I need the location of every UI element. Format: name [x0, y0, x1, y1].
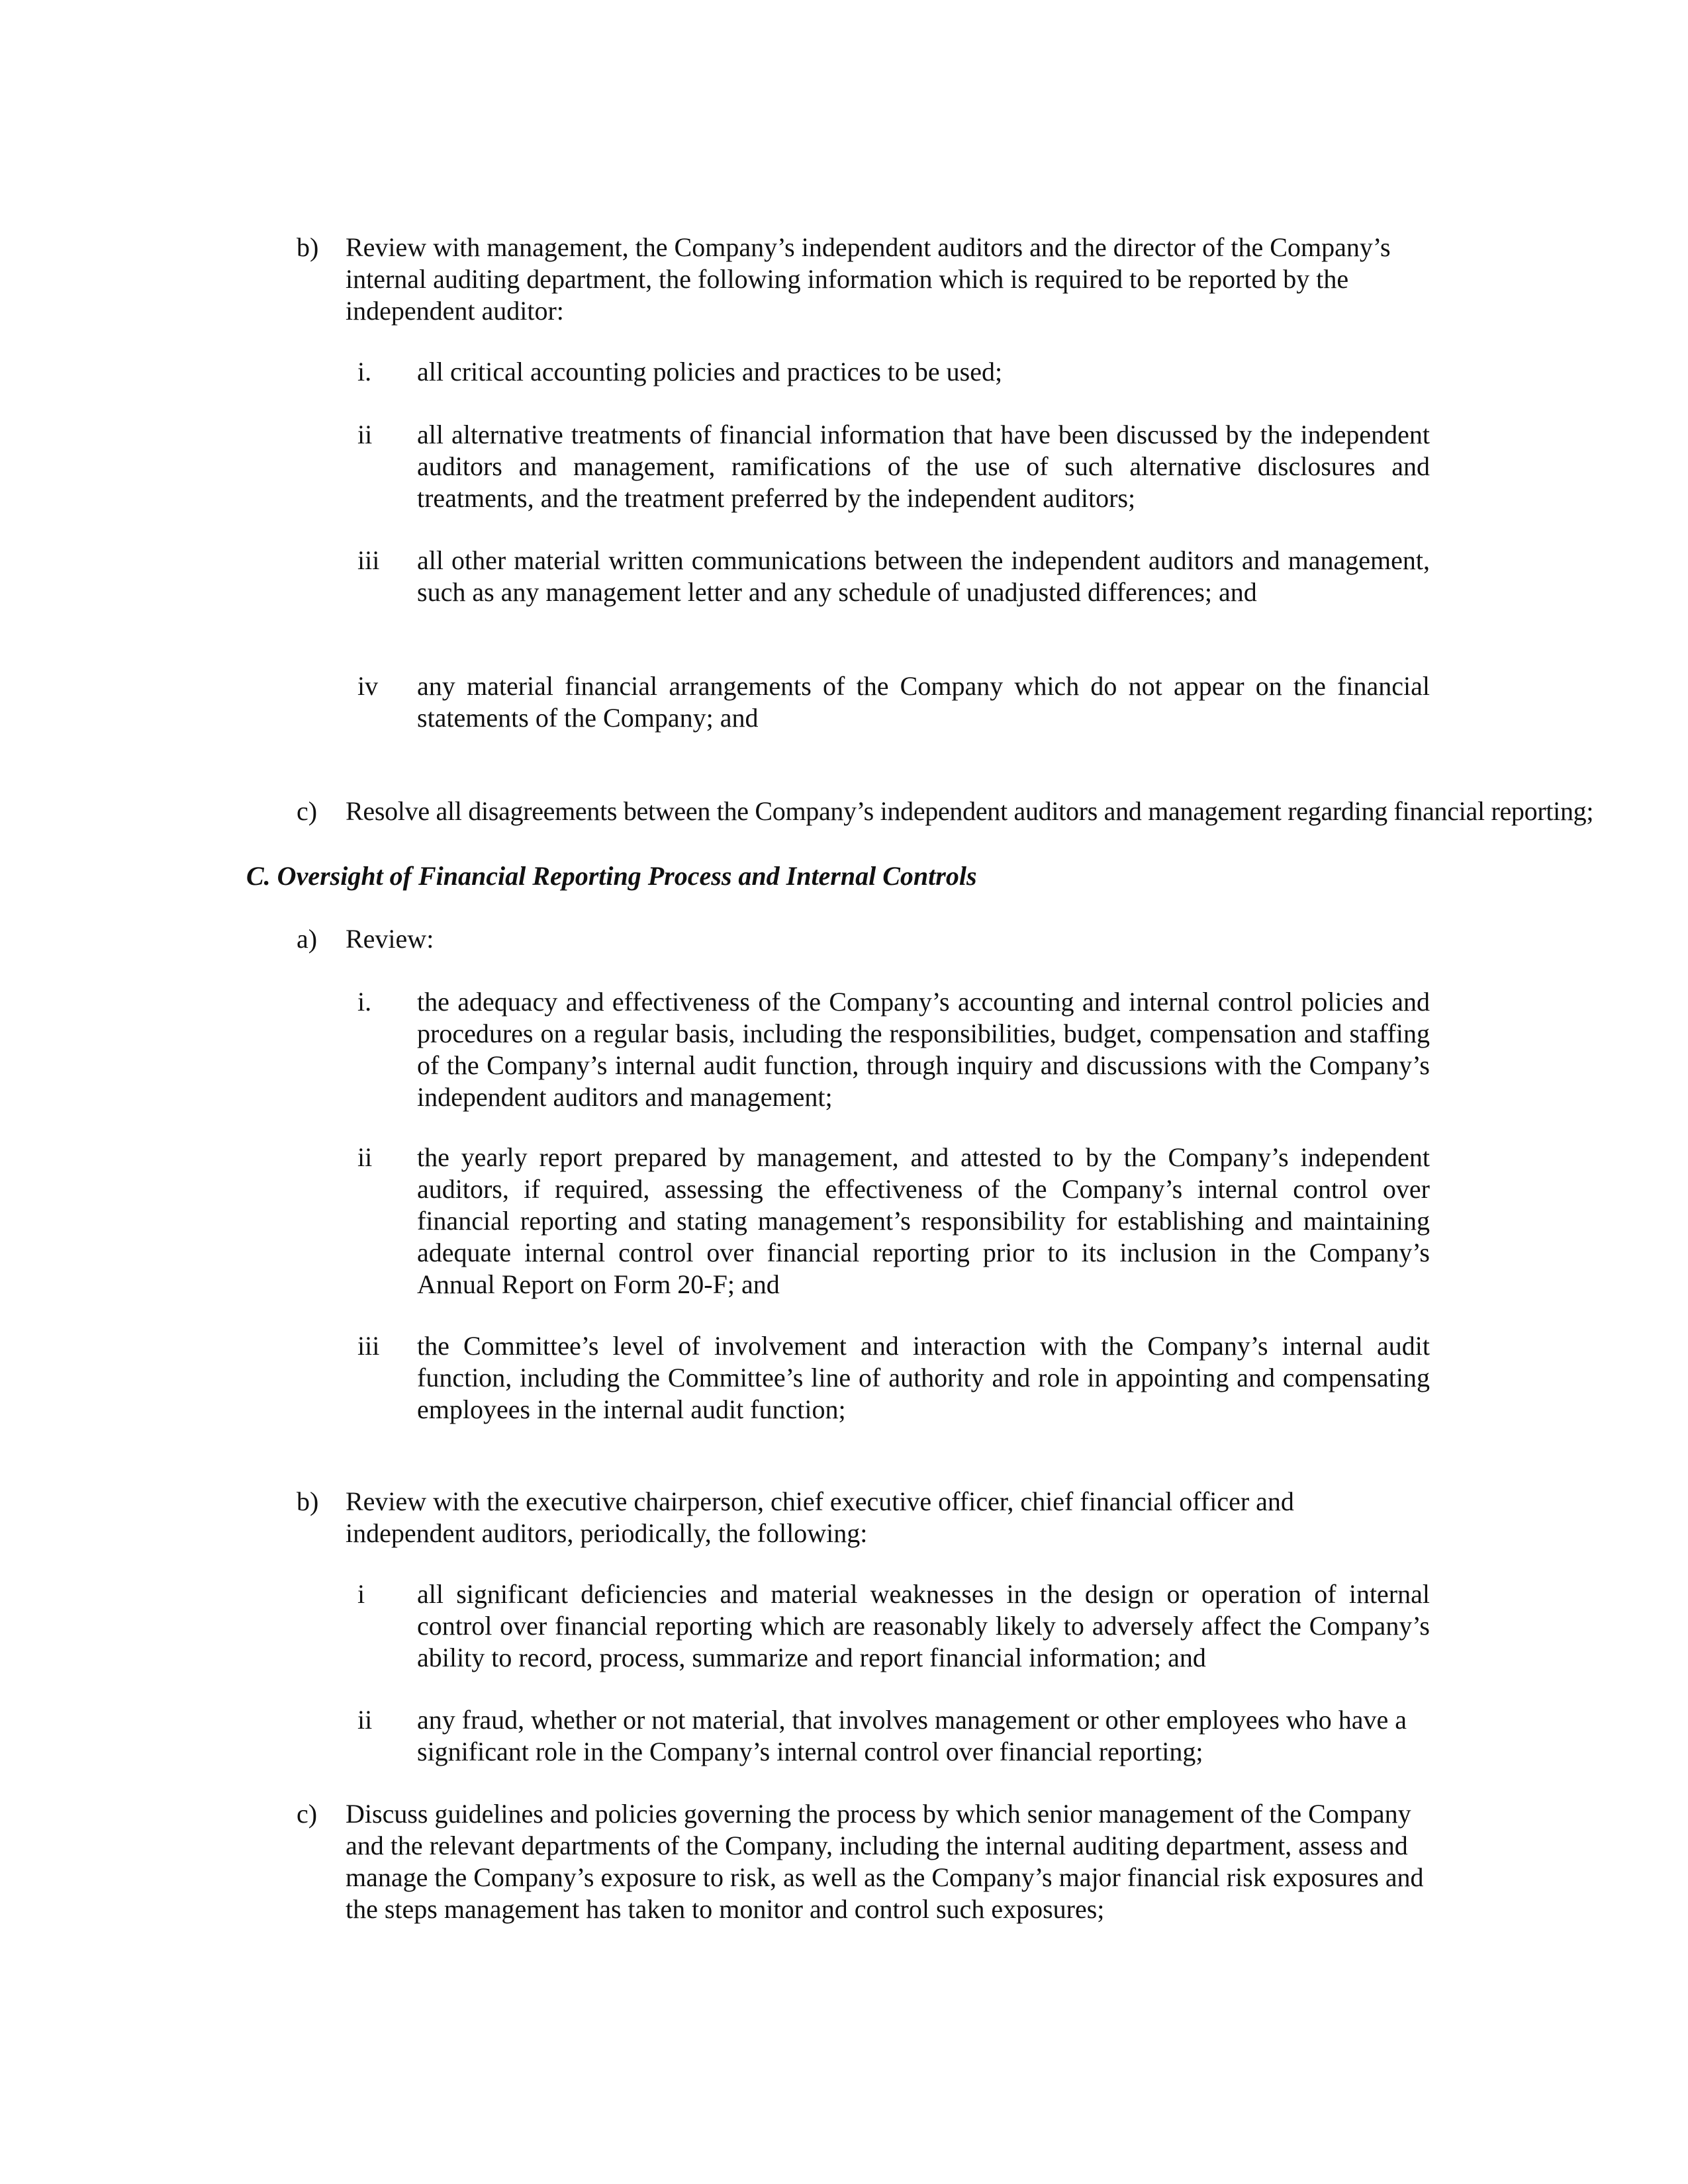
- part-c-text: Discuss guidelines and policies governing the process by which senior management of the Company and the relevant departments of the Company, including the internal auditing department, assess and manage the Company’s exposure to risk, as well as the Company’s major financial risk exposures and the steps management has taken to monitor and control such exposures;: [346, 1799, 1424, 1924]
- section-b-subitem-3-marker: iii: [357, 545, 380, 575]
- section-b-subitem-1-marker: i.: [357, 357, 372, 387]
- part-b-subitem-1-text: all significant deficiencies and material weaknesses in the design or operation of internal control over financial reporting which are reasonably likely to adversely affect the Company’s ability to record, process, summarize and report financial information; and: [417, 1579, 1430, 1672]
- section-b-marker: b): [297, 232, 319, 262]
- section-b-subitem-4-marker: iv: [357, 671, 379, 701]
- part-a-subitem-1-text: the adequacy and effectiveness of the Company’s accounting and internal control policies and procedures on a regular basis, including the responsibilities, budget, compensation and staffing of the Company’s internal audit function, through inquiry and discussions with the Company’s independent auditors and management;: [417, 987, 1430, 1112]
- part-c-marker: c): [297, 1799, 318, 1829]
- section-c-text: Resolve all disagreements between the Company’s independent auditors and management regarding financial reporting;: [346, 796, 1594, 826]
- section-b-subitem-1-text: all critical accounting policies and practices to be used;: [417, 357, 1003, 387]
- section-b-text: Review with management, the Company’s independent auditors and the director of the Company’s internal auditing department, the following information which is required to be reported by the independent auditor:: [346, 232, 1391, 326]
- part-b-subitem-1-marker: i: [357, 1579, 365, 1609]
- part-b-subitem-2-marker: ii: [357, 1705, 373, 1735]
- section-b-subitem-2-text: all alternative treatments of financial information that have been discussed by the independent auditors and management, ramifications of the use of such alternative disclosures and treatments, and the treatment preferred by the independent auditors;: [417, 420, 1430, 513]
- part-a-text: Review:: [346, 924, 434, 954]
- part-a-subitem-2-text: the yearly report prepared by management, and attested to by the Company’s independent auditors, if required, assessing the effectiveness of the Company’s internal control over financial reporting and stating management’s responsibility for establishing and maintaining adequate internal control over financial reporting prior to its inclusion in the Company’s Annual Report on Form 20-F; and: [417, 1142, 1430, 1299]
- part-b-text: Review with the executive chairperson, chief executive officer, chief financial officer and independent auditors, periodically, the following:: [346, 1486, 1294, 1548]
- part-a-subitem-2-marker: ii: [357, 1142, 373, 1172]
- part-b-subitem-2-text: any fraud, whether or not material, that involves management or other employees who have a significant role in the Company’s internal control over financial reporting;: [417, 1705, 1407, 1766]
- section-b-subitem-3-text: all other material written communications between the independent auditors and management, such as any management letter and any schedule of unadjusted differences; and: [417, 545, 1430, 607]
- section-b-subitem-4-text: any material financial arrangements of the Company which do not appear on the financial statements of the Company; and: [417, 671, 1430, 733]
- part-a-subitem-3-text: the Committee’s level of involvement and interaction with the Company’s internal audit function, including the Committee’s line of authority and role in appointing and compensating employees in the internal audit function;: [417, 1331, 1430, 1424]
- part-a-marker: a): [297, 924, 318, 954]
- part-b-marker: b): [297, 1486, 319, 1516]
- part-a-subitem-3-marker: iii: [357, 1331, 380, 1361]
- section-heading: C. Oversight of Financial Reporting Process and Internal Controls: [246, 861, 977, 891]
- section-b-subitem-2-marker: ii: [357, 420, 373, 449]
- section-c-marker: c): [297, 796, 318, 826]
- part-a-subitem-1-marker: i.: [357, 987, 372, 1017]
